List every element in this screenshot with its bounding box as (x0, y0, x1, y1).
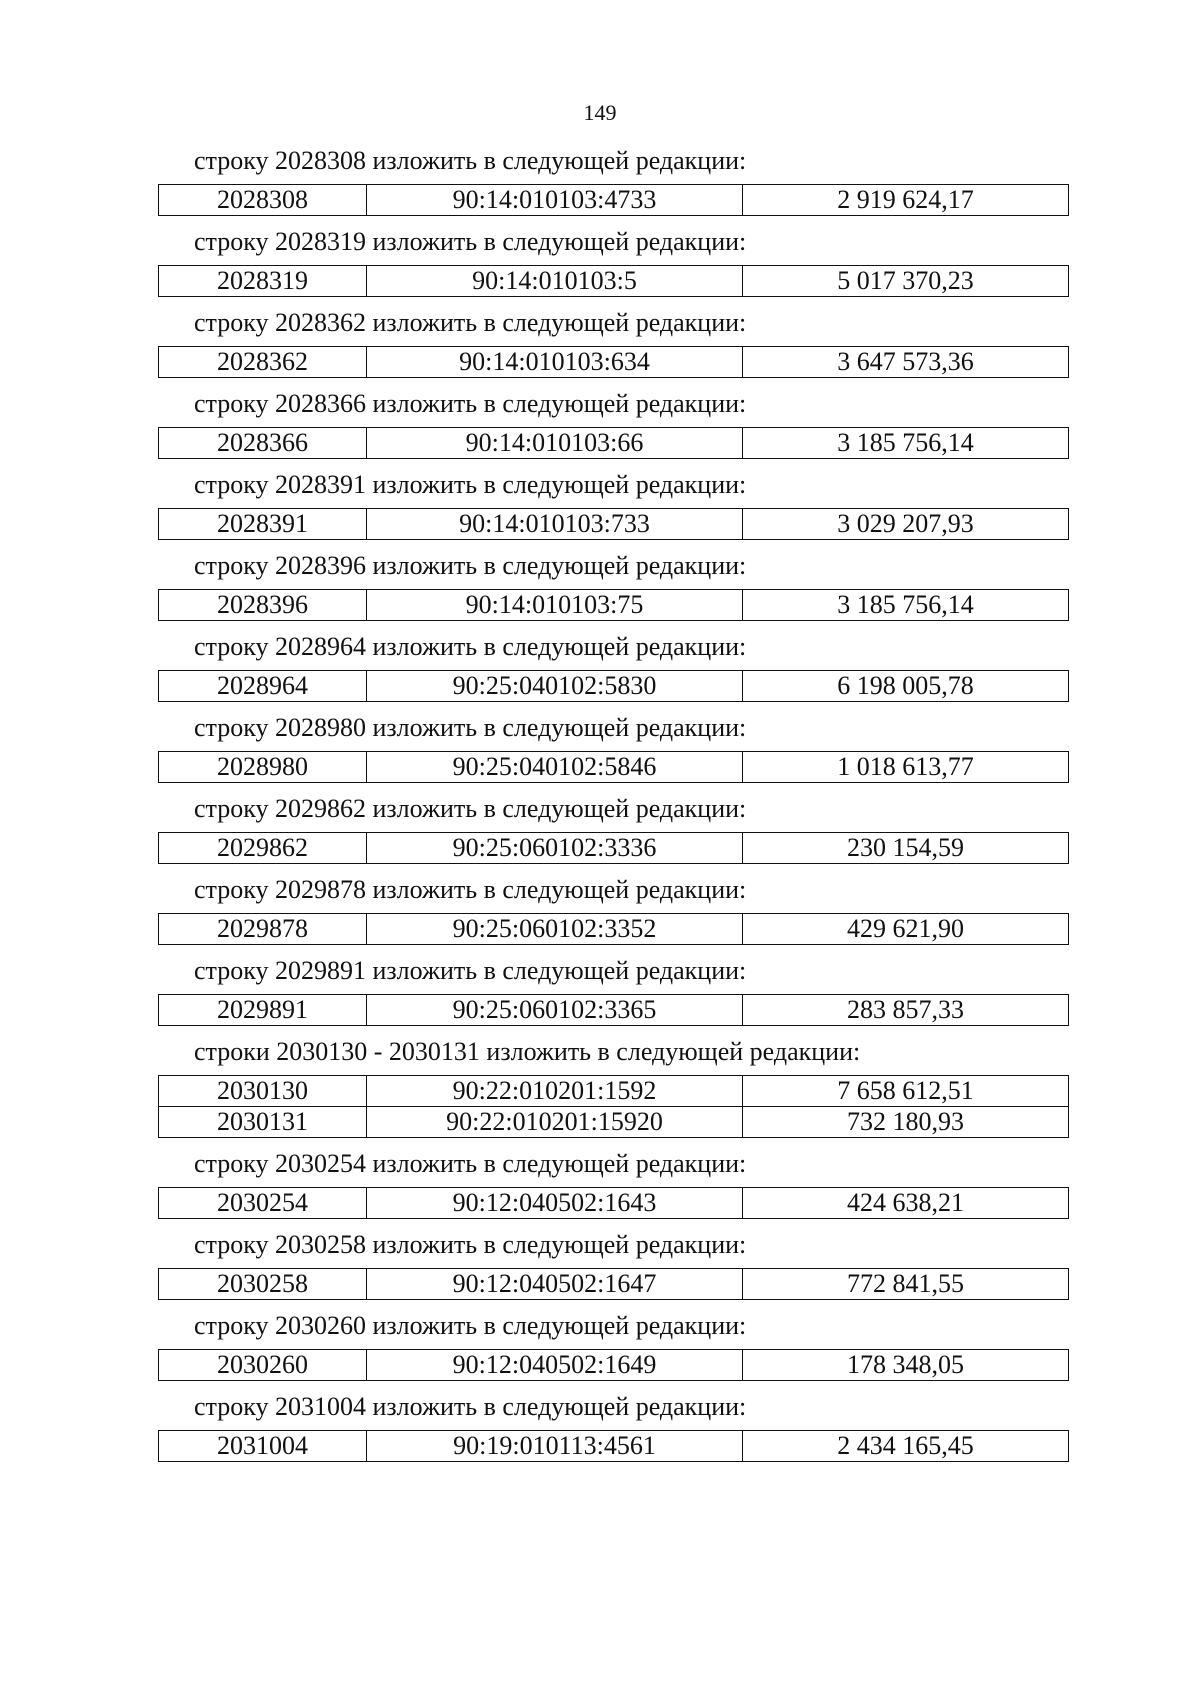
cadastral-number-cell: 90:22:010201:1592 (367, 1076, 743, 1107)
amendment-table (158, 589, 1069, 621)
amendment-table (158, 1075, 1069, 1138)
table-row (159, 995, 1069, 1026)
row-number-cell: 2029862 (159, 833, 367, 864)
amendment-table (158, 751, 1069, 783)
row-number-cell: 2030260 (159, 1350, 367, 1381)
amendment-instruction: строку 2028362 изложить в следующей редакции: (194, 308, 747, 337)
value-cell: 1 018 613,77 (743, 752, 1069, 783)
amendment-instruction: строку 2031004 изложить в следующей редакции: (194, 1392, 747, 1421)
row-number-cell: 2028391 (159, 509, 367, 540)
amendment-table (158, 508, 1069, 540)
amendment-block (158, 793, 1068, 864)
value-cell: 3 185 756,14 (743, 428, 1069, 459)
value-cell: 3 029 207,93 (743, 509, 1069, 540)
cadastral-number-cell: 90:14:010103:5 (367, 266, 743, 297)
table-row (159, 509, 1069, 540)
value-cell: 3 185 756,14 (743, 590, 1069, 621)
amendment-instruction: строку 2029891 изложить в следующей редакции: (194, 956, 747, 985)
table-row (159, 347, 1069, 378)
row-number-cell: 2028964 (159, 671, 367, 702)
cadastral-number-cell: 90:12:040502:1647 (367, 1269, 743, 1300)
row-number-cell: 2031004 (159, 1431, 367, 1462)
value-cell: 283 857,33 (743, 995, 1069, 1026)
amendment-block (158, 1229, 1068, 1300)
amendment-instruction: строку 2030254 изложить в следующей редакции: (194, 1149, 747, 1178)
amendment-table (158, 427, 1069, 459)
row-number-cell: 2028396 (159, 590, 367, 621)
row-number-cell: 2030254 (159, 1188, 367, 1219)
amendment-block (158, 1391, 1068, 1462)
amendment-table (158, 346, 1069, 378)
value-cell: 424 638,21 (743, 1188, 1069, 1219)
amendment-table (158, 1268, 1069, 1300)
table-row (159, 1269, 1069, 1300)
table-row (159, 833, 1069, 864)
amendment-instruction: строку 2028366 изложить в следующей редакции: (194, 389, 747, 418)
row-number-cell: 2030258 (159, 1269, 367, 1300)
amendment-table (158, 1430, 1069, 1462)
cadastral-number-cell: 90:14:010103:634 (367, 347, 743, 378)
cadastral-number-cell: 90:25:060102:3365 (367, 995, 743, 1026)
table-row (159, 590, 1069, 621)
amendment-table (158, 184, 1069, 216)
amendment-list (158, 145, 1068, 1472)
cadastral-number-cell: 90:14:010103:66 (367, 428, 743, 459)
amendment-table (158, 994, 1069, 1026)
cadastral-number-cell: 90:12:040502:1649 (367, 1350, 743, 1381)
table-row (159, 1076, 1069, 1107)
row-number-cell: 2029878 (159, 914, 367, 945)
amendment-instruction: строку 2028319 изложить в следующей редакции: (194, 227, 747, 256)
amendment-instruction: строку 2030258 изложить в следующей редакции: (194, 1230, 747, 1259)
row-number-cell: 2028980 (159, 752, 367, 783)
row-number-cell: 2029891 (159, 995, 367, 1026)
cadastral-number-cell: 90:12:040502:1643 (367, 1188, 743, 1219)
amendment-instruction: строку 2028964 изложить в следующей редакции: (194, 632, 747, 661)
cadastral-number-cell: 90:14:010103:75 (367, 590, 743, 621)
amendment-table (158, 832, 1069, 864)
value-cell: 2 434 165,45 (743, 1431, 1069, 1462)
value-cell: 178 348,05 (743, 1350, 1069, 1381)
cadastral-number-cell: 90:25:060102:3352 (367, 914, 743, 945)
table-row (159, 914, 1069, 945)
value-cell: 5 017 370,23 (743, 266, 1069, 297)
cadastral-number-cell: 90:25:040102:5830 (367, 671, 743, 702)
amendment-instruction: строку 2029862 изложить в следующей редакции: (194, 794, 747, 823)
row-number-cell: 2028319 (159, 266, 367, 297)
cadastral-number-cell: 90:25:040102:5846 (367, 752, 743, 783)
table-row (159, 1188, 1069, 1219)
cadastral-number-cell: 90:22:010201:15920 (367, 1107, 743, 1138)
table-row (159, 428, 1069, 459)
amendment-instruction: строку 2029878 изложить в следующей редакции: (194, 875, 747, 904)
amendment-table (158, 670, 1069, 702)
table-row (159, 266, 1069, 297)
cadastral-number-cell: 90:14:010103:4733 (367, 185, 743, 216)
row-number-cell: 2028366 (159, 428, 367, 459)
amendment-block (158, 631, 1068, 702)
value-cell: 732 180,93 (743, 1107, 1069, 1138)
amendment-block (158, 145, 1068, 216)
amendment-table (158, 1187, 1069, 1219)
value-cell: 429 621,90 (743, 914, 1069, 945)
amendment-table (158, 913, 1069, 945)
amendment-block (158, 388, 1068, 459)
cadastral-number-cell: 90:19:010113:4561 (367, 1431, 743, 1462)
amendment-block (158, 1310, 1068, 1381)
table-row (159, 1107, 1069, 1138)
amendment-instruction: строку 2028391 изложить в следующей редакции: (194, 470, 747, 499)
value-cell: 230 154,59 (743, 833, 1069, 864)
table-row (159, 185, 1069, 216)
amendment-table (158, 265, 1069, 297)
value-cell: 6 198 005,78 (743, 671, 1069, 702)
amendment-instruction: строки 2030130 - 2030131 изложить в следующей редакции: (194, 1037, 861, 1066)
cadastral-number-cell: 90:25:060102:3336 (367, 833, 743, 864)
amendment-block (158, 469, 1068, 540)
amendment-block (158, 226, 1068, 297)
page-number: 149 (583, 100, 617, 125)
table-row (159, 1350, 1069, 1381)
amendment-block (158, 955, 1068, 1026)
amendment-block (158, 307, 1068, 378)
amendment-instruction: строку 2028308 изложить в следующей редакции: (194, 146, 747, 175)
amendment-table (158, 1349, 1069, 1381)
row-number-cell: 2028308 (159, 185, 367, 216)
amendment-instruction: строку 2028396 изложить в следующей редакции: (194, 551, 747, 580)
table-row (159, 752, 1069, 783)
amendment-block (158, 550, 1068, 621)
amendment-block (158, 1036, 1068, 1138)
amendment-block (158, 712, 1068, 783)
value-cell: 772 841,55 (743, 1269, 1069, 1300)
table-row (159, 671, 1069, 702)
row-number-cell: 2030131 (159, 1107, 367, 1138)
amendment-instruction: строку 2028980 изложить в следующей редакции: (194, 713, 747, 742)
amendment-block (158, 1148, 1068, 1219)
value-cell: 2 919 624,17 (743, 185, 1069, 216)
row-number-cell: 2030130 (159, 1076, 367, 1107)
row-number-cell: 2028362 (159, 347, 367, 378)
amendment-instruction: строку 2030260 изложить в следующей редакции: (194, 1311, 747, 1340)
value-cell: 7 658 612,51 (743, 1076, 1069, 1107)
amendment-block (158, 874, 1068, 945)
table-row (159, 1431, 1069, 1462)
cadastral-number-cell: 90:14:010103:733 (367, 509, 743, 540)
value-cell: 3 647 573,36 (743, 347, 1069, 378)
